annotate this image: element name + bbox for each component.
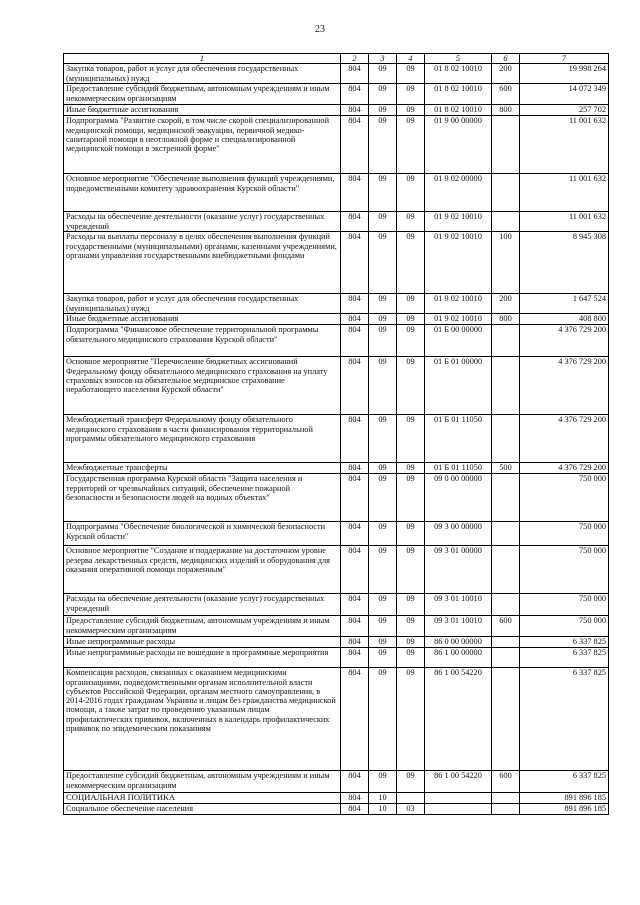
- row-name: Иные непрограммные расходы не вошедшие в программные мероприятия: [64, 648, 341, 668]
- row-name: Предоставление субсидий бюджетным, автономным учреждениям и иным некоммерческим организациям: [64, 771, 341, 793]
- amount: 11 001 632: [520, 116, 609, 174]
- amount: 408 800: [520, 314, 609, 325]
- subsection-code: 09: [397, 668, 425, 771]
- expense-type-code: [492, 212, 520, 232]
- expense-type-code: 800: [492, 314, 520, 325]
- expense-type-code: 600: [492, 84, 520, 105]
- expense-type-code: [492, 415, 520, 463]
- ministry-code: 804: [341, 232, 369, 294]
- section-code: 09: [369, 594, 397, 616]
- amount: 11 001 632: [520, 212, 609, 232]
- subsection-code: 09: [397, 314, 425, 325]
- section-code: 09: [369, 64, 397, 84]
- amount: 257 702: [520, 105, 609, 116]
- ministry-code: 804: [341, 325, 369, 357]
- ministry-code: 804: [341, 105, 369, 116]
- expense-type-code: [492, 546, 520, 594]
- expense-type-code: 500: [492, 463, 520, 474]
- target-article-code: 86 1 00 00000: [425, 648, 492, 668]
- target-article-code: 86 1 00 54220: [425, 668, 492, 771]
- amount: 4 376 729 200: [520, 325, 609, 357]
- ministry-code: 804: [341, 415, 369, 463]
- section-code: 09: [369, 212, 397, 232]
- subsection-code: 09: [397, 415, 425, 463]
- section-code: 10: [369, 793, 397, 804]
- ministry-code: 804: [341, 668, 369, 771]
- subsection-code: [397, 793, 425, 804]
- table-row: [64, 212, 609, 232]
- row-name: Расходы на выплаты персоналу в целях обеспечения выполнения функций государственными (муниципальными) органами, казенными учреждениями, органами управления государственными внебюджетными фондами: [64, 232, 341, 294]
- section-code: 09: [369, 105, 397, 116]
- amount: 6 337 825: [520, 648, 609, 668]
- row-name: Подпрограмма "Развитие скорой, в том числе скорой специализированной медицинской помощи, медицинской эвакуации, первичной медико-санитарной помощи в неотложной форме и специализированной медицинской помощи в экстренной форме": [64, 116, 341, 174]
- table-row: [64, 314, 609, 325]
- ministry-code: 804: [341, 804, 369, 815]
- section-code: 09: [369, 668, 397, 771]
- section-code: 09: [369, 474, 397, 522]
- target-article-code: 01 9 02 10010: [425, 294, 492, 314]
- section-code: 09: [369, 463, 397, 474]
- section-code: 09: [369, 415, 397, 463]
- ministry-code: 804: [341, 357, 369, 415]
- table-row: [64, 474, 609, 522]
- target-article-code: 09 3 01 10010: [425, 594, 492, 616]
- subsection-code: 09: [397, 325, 425, 357]
- ministry-code: 804: [341, 771, 369, 793]
- amount: 750 000: [520, 616, 609, 637]
- row-name: Подпрограмма "Обеспечение биологической и химической безопасности Курской области": [64, 522, 341, 546]
- subsection-code: 09: [397, 105, 425, 116]
- table-row: [64, 116, 609, 174]
- subsection-code: 09: [397, 84, 425, 105]
- section-code: 09: [369, 357, 397, 415]
- target-article-code: 01 9 02 10010: [425, 314, 492, 325]
- table-body: [64, 64, 609, 815]
- row-name: Закупка товаров, работ и услуг для обеспечения государственных (муниципальных) нужд: [64, 64, 341, 84]
- section-code: 09: [369, 174, 397, 212]
- subsection-code: 09: [397, 474, 425, 522]
- section-code: 09: [369, 522, 397, 546]
- section-code: 09: [369, 648, 397, 668]
- col-header-5: 5: [425, 54, 492, 64]
- table-row: [64, 174, 609, 212]
- table-row: [64, 668, 609, 771]
- expense-type-code: [492, 637, 520, 648]
- expense-type-code: [492, 648, 520, 668]
- table-row: [64, 594, 609, 616]
- expense-type-code: [492, 804, 520, 815]
- target-article-code: 01 9 02 10010: [425, 212, 492, 232]
- subsection-code: 03: [397, 804, 425, 815]
- expense-type-code: 800: [492, 105, 520, 116]
- expense-type-code: [492, 522, 520, 546]
- target-article-code: 01 8 02 10010: [425, 105, 492, 116]
- ministry-code: 804: [341, 594, 369, 616]
- section-code: 09: [369, 116, 397, 174]
- subsection-code: 09: [397, 64, 425, 84]
- row-name: СОЦИАЛЬНАЯ ПОЛИТИКА: [64, 793, 341, 804]
- amount: 750 000: [520, 474, 609, 522]
- col-header-7: 7: [520, 54, 609, 64]
- ministry-code: 804: [341, 522, 369, 546]
- amount: 6 337 825: [520, 771, 609, 793]
- page-number: 23: [315, 24, 325, 35]
- row-name: Межбюджетный трансферт Федеральному фонду обязательного медицинского страхования в части финансирования территориальной программы обязательного медицинского страхования: [64, 415, 341, 463]
- table-row: [64, 771, 609, 793]
- amount: 1 647 524: [520, 294, 609, 314]
- section-code: 09: [369, 771, 397, 793]
- target-article-code: 01 9 00 00000: [425, 116, 492, 174]
- ministry-code: 804: [341, 648, 369, 668]
- table-row: [64, 325, 609, 357]
- amount: 8 945 308: [520, 232, 609, 294]
- table-row: [64, 415, 609, 463]
- amount: 891 896 185: [520, 804, 609, 815]
- expense-type-code: [492, 594, 520, 616]
- col-header-2: 2: [341, 54, 369, 64]
- table-row: [64, 546, 609, 594]
- expense-type-code: [492, 668, 520, 771]
- subsection-code: 09: [397, 463, 425, 474]
- expense-type-code: 600: [492, 616, 520, 637]
- row-name: Предоставление субсидий бюджетным, автономным учреждениям и иным некоммерческим организациям: [64, 84, 341, 105]
- subsection-code: 09: [397, 522, 425, 546]
- budget-table: [63, 53, 609, 815]
- expense-type-code: 600: [492, 771, 520, 793]
- expense-type-code: 100: [492, 232, 520, 294]
- ministry-code: 804: [341, 793, 369, 804]
- ministry-code: 804: [341, 174, 369, 212]
- table-row: [64, 522, 609, 546]
- subsection-code: 09: [397, 116, 425, 174]
- row-name: Иные бюджетные ассигнования: [64, 105, 341, 116]
- amount: 891 896 185: [520, 793, 609, 804]
- row-name: Социальное обеспечение населения: [64, 804, 341, 815]
- col-header-4: 4: [397, 54, 425, 64]
- amount: 4 376 729 200: [520, 463, 609, 474]
- table-row: [64, 804, 609, 815]
- table-row: [64, 232, 609, 294]
- ministry-code: 804: [341, 314, 369, 325]
- table-row: [64, 648, 609, 668]
- table-row: [64, 463, 609, 474]
- row-name: Расходы на обеспечение деятельности (оказание услуг) государственных учреждений: [64, 594, 341, 616]
- ministry-code: 804: [341, 64, 369, 84]
- subsection-code: 09: [397, 637, 425, 648]
- ministry-code: 804: [341, 637, 369, 648]
- row-name: Иные бюджетные ассигнования: [64, 314, 341, 325]
- amount: 750 000: [520, 594, 609, 616]
- target-article-code: 09 3 01 00000: [425, 546, 492, 594]
- amount: 750 000: [520, 546, 609, 594]
- section-code: 10: [369, 804, 397, 815]
- target-article-code: 01 Б 01 11050: [425, 463, 492, 474]
- subsection-code: 09: [397, 648, 425, 668]
- amount: 6 337 825: [520, 637, 609, 648]
- amount: 19 998 264: [520, 64, 609, 84]
- ministry-code: 804: [341, 84, 369, 105]
- expense-type-code: [492, 357, 520, 415]
- amount: 4 376 729 200: [520, 415, 609, 463]
- col-header-3: 3: [369, 54, 397, 64]
- target-article-code: 01 9 02 10010: [425, 232, 492, 294]
- subsection-code: 09: [397, 174, 425, 212]
- table-row: [64, 105, 609, 116]
- ministry-code: 804: [341, 463, 369, 474]
- target-article-code: 09 3 00 00000: [425, 522, 492, 546]
- subsection-code: 09: [397, 546, 425, 594]
- subsection-code: 09: [397, 616, 425, 637]
- subsection-code: 09: [397, 294, 425, 314]
- table-row: [64, 637, 609, 648]
- ministry-code: 804: [341, 616, 369, 637]
- target-article-code: [425, 793, 492, 804]
- col-header-6: 6: [492, 54, 520, 64]
- table-row: [64, 793, 609, 804]
- section-code: 09: [369, 84, 397, 105]
- target-article-code: 01 8 02 10010: [425, 64, 492, 84]
- expense-type-code: 200: [492, 64, 520, 84]
- section-code: 09: [369, 616, 397, 637]
- table-row: [64, 294, 609, 314]
- subsection-code: 09: [397, 232, 425, 294]
- expense-type-code: [492, 325, 520, 357]
- expense-type-code: 200: [492, 294, 520, 314]
- col-header-1: 1: [64, 54, 341, 64]
- row-name: Подпрограмма "Финансовое обеспечение территориальной программы обязательного медицинского страхования Курской области": [64, 325, 341, 357]
- ministry-code: 804: [341, 546, 369, 594]
- target-article-code: 09 0 00 00000: [425, 474, 492, 522]
- row-name: Иные непрограммные расходы: [64, 637, 341, 648]
- table-row: [64, 357, 609, 415]
- expense-type-code: [492, 174, 520, 212]
- row-name: Расходы на обеспечение деятельности (оказание услуг) государственных учреждений: [64, 212, 341, 232]
- target-article-code: 01 Б 01 11050: [425, 415, 492, 463]
- expense-type-code: [492, 474, 520, 522]
- target-article-code: 01 Б 00 00000: [425, 325, 492, 357]
- row-name: Основное мероприятие "Обеспечение выполнения функций учреждениями, подведомственными комитету здравоохранения Курской области": [64, 174, 341, 212]
- subsection-code: 09: [397, 771, 425, 793]
- target-article-code: 01 9 02 00000: [425, 174, 492, 212]
- expense-type-code: [492, 116, 520, 174]
- table-row: [64, 84, 609, 105]
- target-article-code: 09 3 01 10010: [425, 616, 492, 637]
- row-name: Межбюджетные трансферты: [64, 463, 341, 474]
- amount: 6 337 825: [520, 668, 609, 771]
- target-article-code: [425, 804, 492, 815]
- amount: 750 000: [520, 522, 609, 546]
- section-code: 09: [369, 325, 397, 357]
- subsection-code: 09: [397, 357, 425, 415]
- subsection-code: 09: [397, 594, 425, 616]
- amount: 11 001 632: [520, 174, 609, 212]
- target-article-code: 86 0 00 00000: [425, 637, 492, 648]
- row-name: Государственная программа Курской области "Защита населения и территорий от чрезвычайных ситуаций, обеспечение пожарной безопасности и безопасности людей на водных объектах": [64, 474, 341, 522]
- ministry-code: 804: [341, 474, 369, 522]
- row-name: Компенсация расходов, связанных с оказанием медицинскими организациями, подведомственными органам исполнительной власти субъектов Российской Федерации, органам местного самоуправления, в 2014-2016 годах гражданам Украины и лицам без гражданства медицинской помощи, а также затрат по проведению указанным лицам профилактических прививок, включенных в календарь профилактических прививок по эпидемическим показаниям: [64, 668, 341, 771]
- row-name: Основное мероприятие "Перечисление бюджетных ассигнований Федеральному фонду обязательного медицинского страхования на уплату страховых взносов на обязательное медицинское страхование неработающего населения Курской области": [64, 357, 341, 415]
- header-row: [64, 54, 609, 64]
- ministry-code: 804: [341, 116, 369, 174]
- section-code: 09: [369, 637, 397, 648]
- target-article-code: 01 8 02 10010: [425, 84, 492, 105]
- section-code: 09: [369, 546, 397, 594]
- section-code: 09: [369, 314, 397, 325]
- section-code: 09: [369, 294, 397, 314]
- row-name: Основное мероприятие "Создание и поддержание на достаточном уровне резерва лекарственных средств, медицинских изделий и оборудования для оказания оперативной помощи пораженным": [64, 546, 341, 594]
- row-name: Закупка товаров, работ и услуг для обеспечения государственных (муниципальных) нужд: [64, 294, 341, 314]
- subsection-code: 09: [397, 212, 425, 232]
- section-code: 09: [369, 232, 397, 294]
- ministry-code: 804: [341, 294, 369, 314]
- amount: 14 072 349: [520, 84, 609, 105]
- table-row: [64, 64, 609, 84]
- expense-type-code: [492, 793, 520, 804]
- target-article-code: 01 Б 01 00000: [425, 357, 492, 415]
- amount: 4 376 729 200: [520, 357, 609, 415]
- ministry-code: 804: [341, 212, 369, 232]
- target-article-code: 86 1 00 54220: [425, 771, 492, 793]
- table-row: [64, 616, 609, 637]
- row-name: Предоставление субсидий бюджетным, автономным учреждениям и иным некоммерческим организациям: [64, 616, 341, 637]
